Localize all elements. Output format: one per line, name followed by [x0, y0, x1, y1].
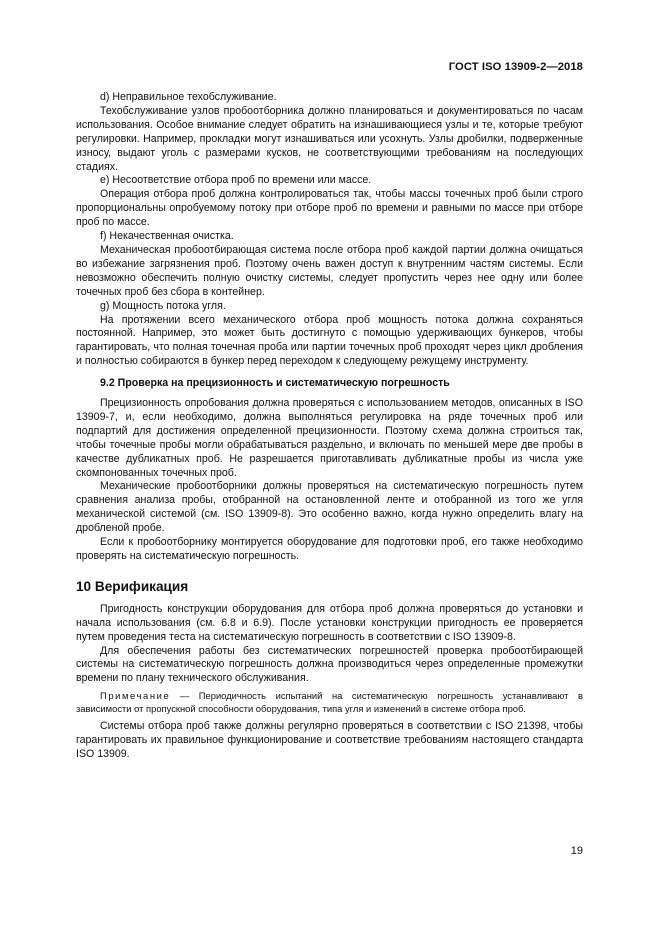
note-text: — Периодичность испытаний на систематическую погрешность устанавливают в зависимости от пропускной способности оборудования, типа угля и изменений в системе отбора проб. — [76, 690, 583, 714]
note — [76, 690, 583, 715]
body-paragraph: Операция отбора проб должна контролироваться так, чтобы массы точечных проб были строго пропорциональны опробуемому потоку при отборе проб по времени и равными по массе при отборе проб по массе. — [76, 188, 583, 229]
body-paragraph: Прецизионность опробования должна проверяться с использованием методов, описанных в ISO 13909-7, и, если необходимо, должна выполняться регулировка на ряде точечных проб или подпартий для достижения определенной прецизионности. Поэтому схема должна строиться так, чтобы точечные пробы могли обрабатываться раздельно, и включать по меньшей мере две пробы в качестве дубликатных проб. Не разрешается приготавливать дубликатные пробы из числа уже скомпонованных точечных проб. — [76, 397, 583, 479]
body-paragraph: Техобслуживание узлов пробоотборника должно планироваться и документироваться по часам использования. Особое внимание следует обратить на изнашивающиеся узлы и те, которые требуют регулировки. Например, прокладки могут изнашиваться или усохнуть. Узлы дробилки, подверженные износу, выдают уголь с размерами кусков, не соответствующими требованиям на последующих стадиях. — [76, 104, 583, 173]
body-paragraph: Если к пробоотборнику монтируется оборудование для подготовки проб, его также необходимо проверять на систематическую погрешность. — [76, 536, 583, 562]
page-number: 19 — [570, 845, 583, 857]
body-paragraph: Для обеспечения работы без систематических погрешностей проверка пробоотбирающей системы на систематическую погрешность должна производиться через определенные промежутки времени по плану технического обслуживания. — [76, 644, 583, 685]
page-content — [76, 91, 583, 762]
body-paragraph: Механическая пробоотбирающая система после отбора проб каждой партии должна очищаться во избежание загрязнения проб. Поэтому очень важен доступ к внутренним частям системы. Если невозможно обеспечить полную очистку системы, следует пропустить через нее одну или более точечных проб без сбора в контейнер. — [76, 243, 583, 298]
body-paragraph: На протяжении всего механического отбора проб мощность потока должна сохраняться постоянной. Например, это может быть достигнуто с помощью удерживающих бункеров, чтобы гарантировать, что полная точечная проба или партии точечных проб проходят через цикл дробления и полностью собираются в бункер перед переходом к следующему режущему инструменту. — [76, 313, 583, 368]
list-item-f: f) Некачественная очистка. — [100, 230, 234, 243]
subsection-heading: 9.2 Проверка на прецизионность и систематическую погрешность — [100, 377, 450, 390]
document-header: ГОСТ ISO 13909-2—2018 — [448, 61, 583, 73]
body-paragraph: Пригодность конструкции оборудования для отбора проб должна проверяться до установки и начала использования (см. 6.8 и 6.9). После установки конструкции пригодность ее проверяется путем проведения теста на систематическую погрешность в соответствии с ISO 13909-8. — [76, 602, 583, 643]
section-heading: 10 Верификация — [76, 578, 189, 594]
body-paragraph: Системы отбора проб также должны регулярно проверяться в соответствии с ISO 21398, чтобы гарантировать их правильное функционирование и соответствие требованиям настоящего стандарта ISO 13909. — [76, 719, 583, 760]
list-item-g: g) Мощность потока угля. — [100, 299, 226, 312]
list-item-e: е) Несоответствие отбора проб по времени или массе. — [100, 174, 372, 187]
note-label: Примечание — [100, 690, 171, 702]
list-item-d: d) Неправильное техобслуживание. — [100, 91, 277, 103]
body-paragraph: Механические пробоотборники должны проверяться на систематическую погрешность путем сравнения анализа пробы, отобранной на остановленной ленте и отобранной из того же угля механической системой (см. ISO 13909-8). Это особенно важно, когда нужно определить влагу на дробленой пробе. — [76, 480, 583, 535]
